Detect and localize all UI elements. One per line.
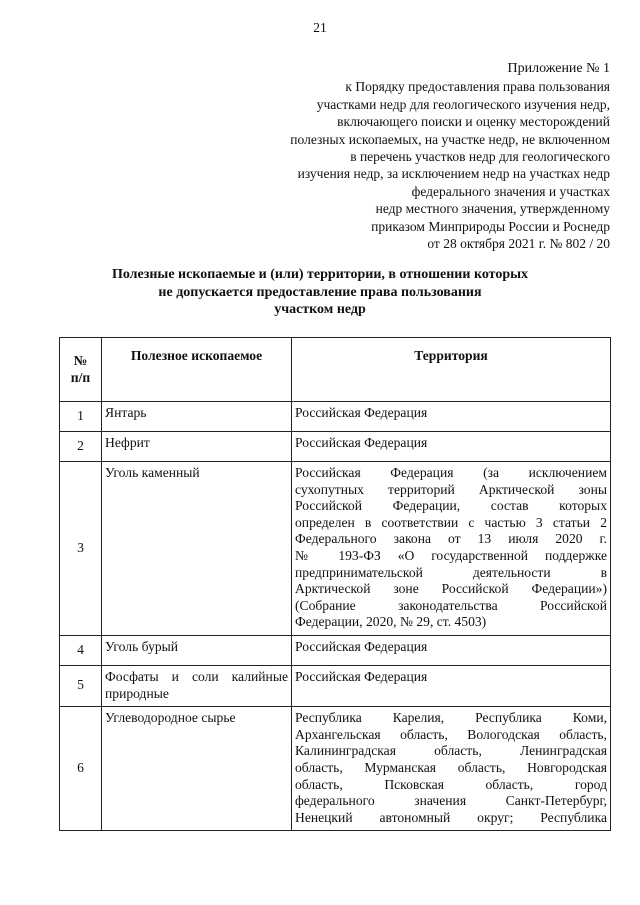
territory-line: Арктической зоне Российской Федерации») [295,581,607,597]
header-mineral: Полезное ископаемое [102,338,292,402]
territory-line: Ненецкий автономный округ; Республика [295,809,607,825]
appendix-line: полезных ископаемых, на участке недр, не включенном [290,131,610,147]
row-mineral: Уголь каменный [102,462,292,636]
territory-line: (Собрание законодательства Российской [295,597,607,613]
row-mineral: Янтарь [102,402,292,432]
title-line: участком недр [274,302,366,317]
table-header-row [60,338,611,402]
header-number-line: № [73,352,88,368]
territory-line: Калининградская область, Ленинградская [295,743,607,759]
row-territory: Российская Федерация [292,432,611,462]
header-territory: Территория [292,338,611,402]
table-row [60,432,611,462]
row-territory: Российская Федерация [292,665,611,706]
territory-line: Российская Федерация (за исключением [295,465,607,480]
row-number: 1 [60,402,102,432]
table-row [60,707,611,831]
territory-line: сухопутных территорий Арктической зоны [295,481,607,497]
row-number: 3 [60,462,102,636]
appendix-line: включающего поиски и оценку месторождений [337,114,610,130]
territory-line: определен в соответствии с частью 3 статьи 2 [295,514,607,530]
territory-line: Федерального закона от 13 июля 2020 г. [295,531,607,547]
row-number: 5 [60,665,102,706]
territory-line: Республика Карелия, Республика Коми, [295,710,607,726]
appendix-line: к Порядку предоставления права пользования [345,79,610,95]
row-mineral: Нефрит [102,432,292,462]
table-row [60,665,611,706]
territory-line: № 193-ФЗ «О государственной поддержке [295,547,607,563]
territory-line: область, Мурманская область, Новгородская [295,759,607,775]
appendix-line: недр местного значения, утвержденному [375,201,610,217]
table-row [60,462,611,636]
appendix-line: изучения недр, за исключением недр на участках недр [297,166,610,182]
header-number [60,338,102,402]
territory-line: федерального значения Санкт-Петербург, [295,793,607,809]
territory-line: Архангельская область, Вологодская область, [295,726,607,742]
appendix-line: участками недр для геологического изучения недр, [316,96,610,112]
row-mineral [102,665,292,706]
appendix-line: приказом Минприроды России и Роснедр [371,218,610,234]
row-territory [292,707,611,831]
appendix-line: Приложение № 1 [507,61,610,76]
header-number-line: п/п [70,369,91,385]
row-territory: Российская Федерация [292,402,611,432]
mineral-line: природные [105,685,169,701]
territory-line: Российской Федерации, состав которых [295,498,607,514]
row-territory: Российская Федерация [292,635,611,665]
title-line: Полезные ископаемые и (или) территории, в отношении которых [111,267,529,282]
minerals-table [59,337,611,831]
appendix-line: федерального значения и участках [411,183,610,199]
mineral-line: Фосфаты и соли калийные [105,668,288,684]
row-number: 2 [60,432,102,462]
page-number: 21 [313,20,327,35]
row-number: 4 [60,635,102,665]
row-number: 6 [60,707,102,831]
appendix-line: от 28 октября 2021 г. № 802 / 20 [427,236,610,252]
row-mineral: Уголь бурый [102,635,292,665]
row-territory [292,462,611,636]
appendix-header [190,60,610,252]
table-row [60,402,611,432]
row-mineral: Углеводородное сырье [102,707,292,831]
appendix-line: в перечень участков недр для геологического [350,149,610,165]
territory-line: предпринимательской деятельности в [295,564,607,580]
territory-line: область, Псковская область, город [295,776,607,792]
table-row [60,635,611,665]
document-title [60,266,580,319]
territory-line: Федерации, 2020, № 29, ст. 4503) [295,614,487,630]
title-line: не допускается предоставление права пользования [158,284,482,300]
